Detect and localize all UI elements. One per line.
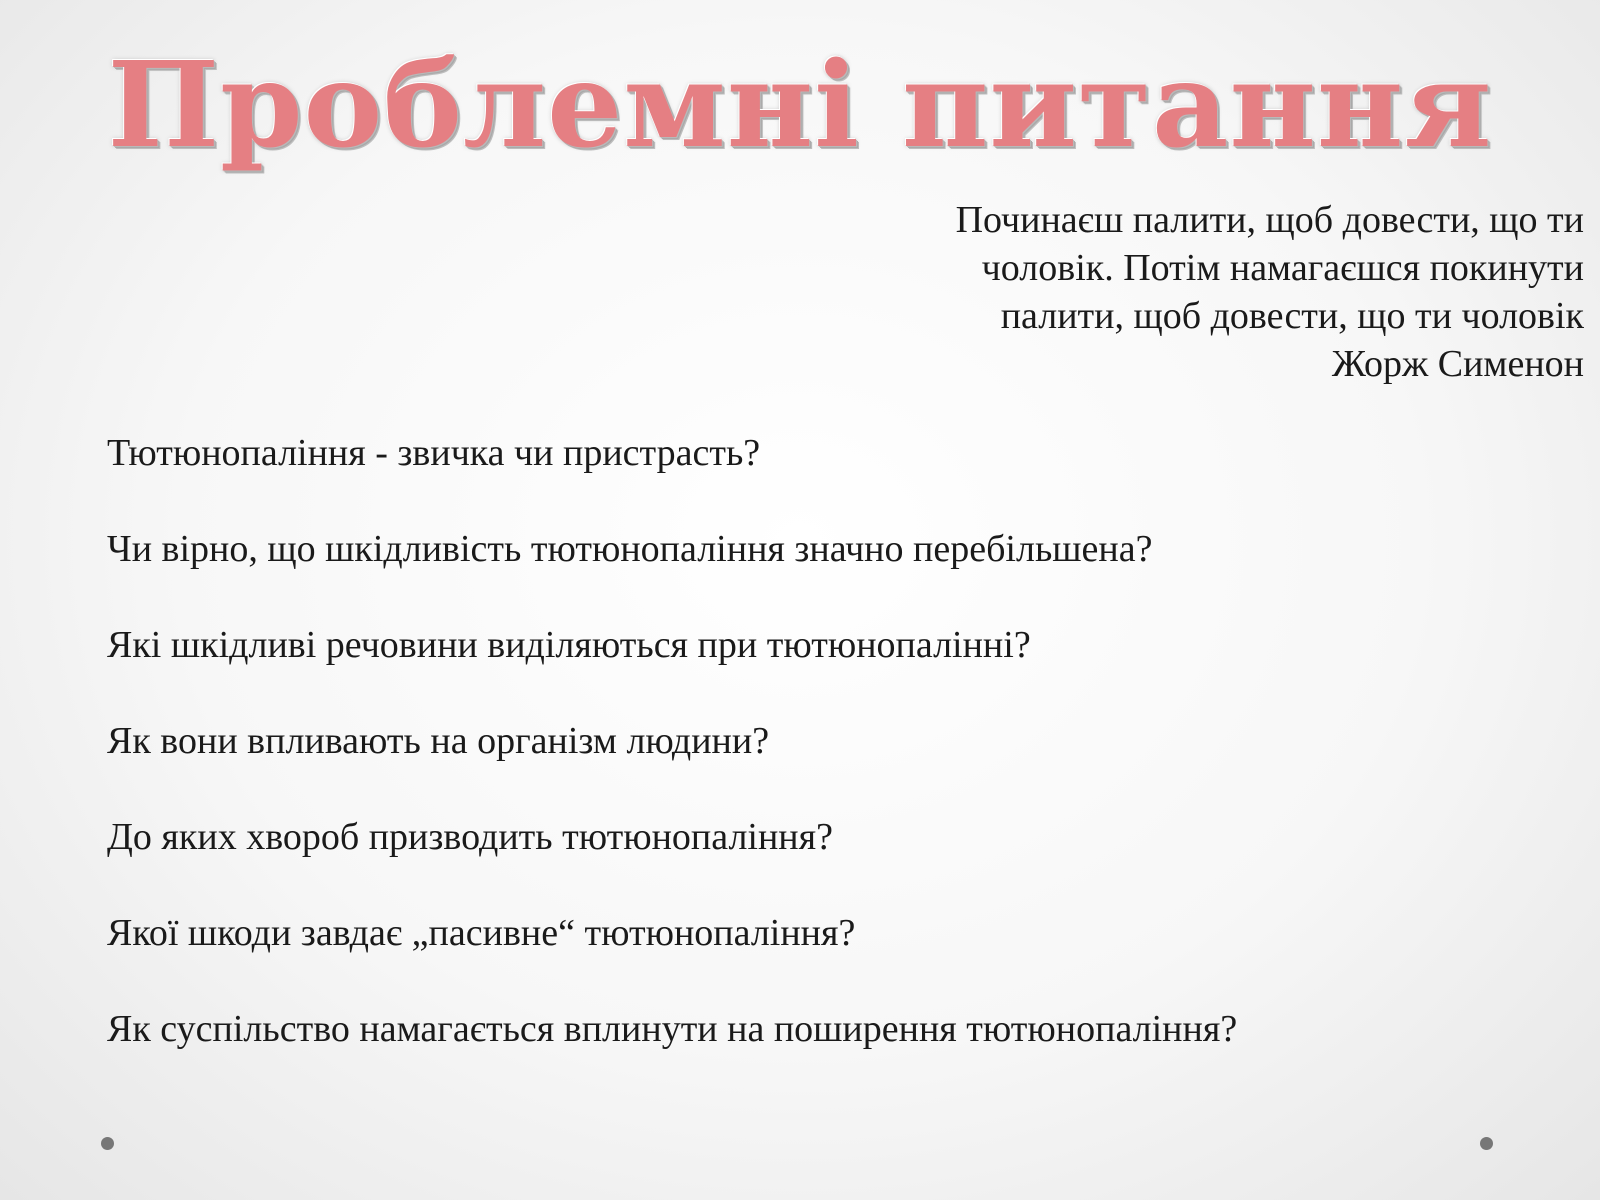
quote-line: Починаєш палити, щоб довести, що ти bbox=[955, 199, 1584, 241]
decor-dot-right bbox=[1480, 1137, 1493, 1150]
epigraph-quote bbox=[684, 196, 1584, 388]
decor-dot-left bbox=[101, 1137, 114, 1150]
question-item: Які шкідливі речовини виділяються при тютюнопалінні? bbox=[107, 624, 1031, 666]
question-item: Тютюнопаління - звичка чи пристрасть? bbox=[107, 432, 761, 474]
quote-line: чоловік. Потім намагаєшся покинути bbox=[981, 247, 1584, 289]
question-item: До яких хвороб призводить тютюнопаління? bbox=[107, 816, 833, 858]
question-item: Якої шкоди завдає „пасивне“ тютюнопаління? bbox=[107, 912, 856, 954]
question-item: Як вони впливають на організм людини? bbox=[107, 720, 770, 762]
quote-line: палити, щоб довести, що ти чоловік bbox=[1000, 295, 1584, 337]
question-item: Чи вірно, що шкідливість тютюнопаління значно перебільшена? bbox=[107, 528, 1153, 570]
questions-list bbox=[107, 430, 1557, 1102]
question-item: Як суспільство намагається вплинути на поширення тютюнопаління? bbox=[107, 1008, 1238, 1050]
slide-title: Проблемні питання bbox=[107, 35, 1493, 174]
quote-author: Жорж Сименон bbox=[1331, 343, 1584, 385]
